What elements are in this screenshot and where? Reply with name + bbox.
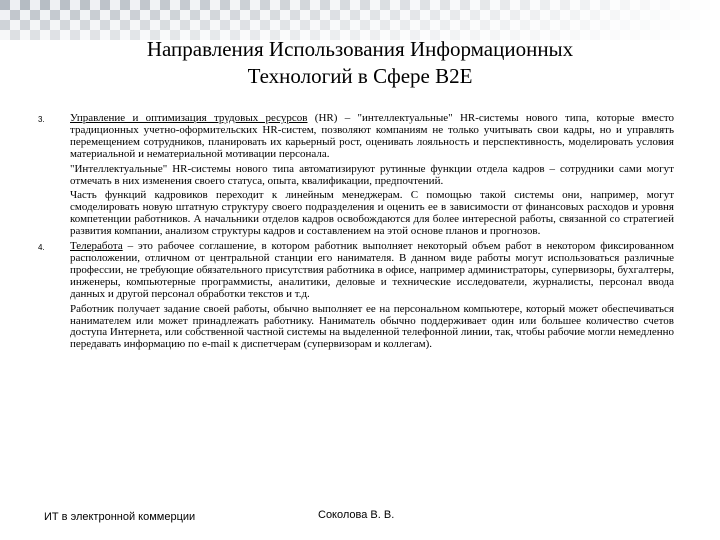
checker-square xyxy=(10,20,20,30)
checker-square xyxy=(330,0,340,10)
checker-square xyxy=(640,20,650,30)
paragraph-text: (HR) – "интеллектуальные" HR-системы нового типа, которые вместо традиционных учетно-оформительских HR-систем, позволяют компаниям не только учитывать свои кадры, но и управлять перемещением сотрудников, планировать их карьерный рост, оценивать лояльность и перспективность, моделировать условия материальной и нематериальной мотивации персонала. xyxy=(70,112,675,160)
checker-square xyxy=(430,20,440,30)
checker-square xyxy=(340,10,350,20)
checker-square xyxy=(410,0,420,10)
checker-square xyxy=(320,0,330,10)
checker-square xyxy=(690,30,700,40)
checker-square xyxy=(500,20,510,30)
checker-square xyxy=(470,10,480,20)
checker-square xyxy=(630,20,640,30)
checker-square xyxy=(210,0,220,10)
checker-square xyxy=(490,0,500,10)
checker-square xyxy=(470,20,480,30)
checker-square xyxy=(290,0,300,10)
checker-square xyxy=(580,0,590,10)
checker-square xyxy=(460,10,470,20)
checker-square xyxy=(650,10,660,20)
slide-title xyxy=(80,36,640,90)
checker-square xyxy=(500,0,510,10)
checker-square xyxy=(10,0,20,10)
checker-square xyxy=(440,20,450,30)
checker-square xyxy=(560,0,570,10)
checker-square xyxy=(190,20,200,30)
checker-square xyxy=(350,0,360,10)
checker-square xyxy=(110,0,120,10)
checker-square xyxy=(610,20,620,30)
checker-square xyxy=(0,30,10,40)
checker-square xyxy=(590,20,600,30)
checker-square xyxy=(460,20,470,30)
checker-square xyxy=(270,20,280,30)
checker-square xyxy=(140,20,150,30)
checker-square xyxy=(500,10,510,20)
checker-square xyxy=(600,0,610,10)
checker-square xyxy=(700,30,710,40)
checker-square xyxy=(270,10,280,20)
checker-square xyxy=(170,10,180,20)
checker-square xyxy=(170,0,180,10)
checker-square xyxy=(340,0,350,10)
checker-square xyxy=(310,10,320,20)
checker-square xyxy=(450,20,460,30)
checker-square xyxy=(240,20,250,30)
checker-square xyxy=(650,20,660,30)
checker-square xyxy=(180,20,190,30)
checker-square xyxy=(410,20,420,30)
checker-square xyxy=(120,0,130,10)
checker-square xyxy=(430,0,440,10)
checker-square xyxy=(20,20,30,30)
checker-square xyxy=(40,10,50,20)
checker-square xyxy=(640,10,650,20)
checker-square xyxy=(70,0,80,10)
checker-square xyxy=(90,20,100,30)
checker-square xyxy=(690,10,700,20)
checker-square xyxy=(570,10,580,20)
checker-square xyxy=(620,20,630,30)
checker-square xyxy=(160,10,170,20)
checker-square xyxy=(260,20,270,30)
checker-square xyxy=(270,0,280,10)
checker-square xyxy=(160,0,170,10)
checker-square xyxy=(380,0,390,10)
checker-square xyxy=(70,20,80,30)
checker-square xyxy=(670,10,680,20)
checker-square xyxy=(540,10,550,20)
checker-square xyxy=(280,0,290,10)
checker-square xyxy=(510,10,520,20)
checker-square xyxy=(100,0,110,10)
list-item-hr xyxy=(38,113,674,238)
checker-square xyxy=(650,0,660,10)
slide-content xyxy=(38,113,674,354)
checker-square xyxy=(490,20,500,30)
checker-square xyxy=(670,20,680,30)
checker-square xyxy=(60,10,70,20)
checker-square xyxy=(360,20,370,30)
paragraph xyxy=(70,113,674,161)
checker-square xyxy=(520,0,530,10)
checker-square xyxy=(50,10,60,20)
checker-square xyxy=(340,20,350,30)
footer-course-name: ИТ в электронной коммерции xyxy=(44,511,196,523)
checker-square xyxy=(10,30,20,40)
checker-square xyxy=(670,0,680,10)
checker-square xyxy=(520,20,530,30)
checker-square xyxy=(700,10,710,20)
checker-square xyxy=(660,10,670,20)
checker-square xyxy=(710,10,720,20)
checker-square xyxy=(390,0,400,10)
checker-square xyxy=(370,10,380,20)
checker-square xyxy=(620,10,630,20)
checker-square xyxy=(180,10,190,20)
checker-square xyxy=(20,0,30,10)
checker-square xyxy=(290,20,300,30)
checker-square xyxy=(450,0,460,10)
checker-square xyxy=(320,10,330,20)
checker-square xyxy=(30,0,40,10)
checker-square xyxy=(400,10,410,20)
checker-square xyxy=(70,30,80,40)
checker-square xyxy=(350,10,360,20)
checker-square xyxy=(140,10,150,20)
list-item-telework xyxy=(38,241,674,351)
checker-square xyxy=(40,0,50,10)
checker-square xyxy=(710,30,720,40)
checker-square xyxy=(660,0,670,10)
checker-square xyxy=(510,0,520,10)
checker-square xyxy=(590,10,600,20)
checker-square xyxy=(660,30,670,40)
checker-square xyxy=(90,0,100,10)
checker-square xyxy=(160,20,170,30)
checker-square xyxy=(110,20,120,30)
checker-square xyxy=(220,10,230,20)
checker-square xyxy=(190,10,200,20)
checker-square xyxy=(240,0,250,10)
checker-square xyxy=(360,0,370,10)
checker-square xyxy=(580,20,590,30)
checker-square xyxy=(100,10,110,20)
list-number: 4. xyxy=(38,243,45,253)
checker-square xyxy=(690,20,700,30)
footer-author: Соколова В. В. xyxy=(318,509,395,521)
checker-square xyxy=(640,0,650,10)
checker-square xyxy=(180,0,190,10)
checker-square xyxy=(620,0,630,10)
checker-square xyxy=(540,0,550,10)
paragraph-text: – это рабочее соглашение, в котором работник выполняет некоторый объем работ в некотором фиксированном расположении, отличном от центральной станции его нанимателя. В данном виде работы могут использоваться различные профессии, не требующие обязательного присутствия работника в офисе, например администраторы, супервизоры, бухгалтеры, инженеры, компьютерные программисты, аналитики, деловые и технические исследователи, журналисты, персонал ввода данных и другой персонал обработки текстов и т.д. xyxy=(70,240,674,300)
paragraph: Работник получает задание своей работы, обычно выполняет ее на персональном компьютере, который может обеспечиваться нанимателем или может принадлежать работнику. Наниматель обычно поддерживает один или большее количество счетов доступа Интернета, или собственной частной системы на выделенной телефонной линии, так, чтобы рабочие могли немедленно передавать информацию по e-mail к диспетчерам (супервизорам и коллегам). xyxy=(70,302,674,351)
checker-square xyxy=(150,10,160,20)
checker-square xyxy=(110,10,120,20)
checker-square xyxy=(550,0,560,10)
checker-square xyxy=(560,10,570,20)
checker-square xyxy=(140,0,150,10)
checker-square xyxy=(610,10,620,20)
checker-square xyxy=(320,20,330,30)
checker-square xyxy=(450,10,460,20)
checker-square xyxy=(460,0,470,10)
checker-square xyxy=(250,0,260,10)
checker-square xyxy=(230,20,240,30)
checker-square xyxy=(650,30,660,40)
checker-square xyxy=(520,10,530,20)
checker-square xyxy=(510,20,520,30)
checker-square xyxy=(530,20,540,30)
checker-square xyxy=(470,0,480,10)
checker-square xyxy=(440,10,450,20)
checker-square xyxy=(300,10,310,20)
checker-square xyxy=(0,20,10,30)
checker-square xyxy=(610,0,620,10)
checker-square xyxy=(290,10,300,20)
checker-square xyxy=(200,10,210,20)
checker-square xyxy=(690,0,700,10)
checker-square xyxy=(120,20,130,30)
checker-square xyxy=(210,20,220,30)
paragraph xyxy=(70,241,674,301)
checker-square xyxy=(350,20,360,30)
checker-square xyxy=(680,20,690,30)
checker-square xyxy=(300,0,310,10)
checker-square xyxy=(260,10,270,20)
checker-square xyxy=(300,20,310,30)
checker-square xyxy=(640,30,650,40)
checker-square xyxy=(700,0,710,10)
checker-square xyxy=(480,0,490,10)
checker-square xyxy=(380,20,390,30)
checker-square xyxy=(480,20,490,30)
checker-square xyxy=(220,0,230,10)
checker-square xyxy=(310,20,320,30)
checker-square xyxy=(90,10,100,20)
checker-square xyxy=(600,10,610,20)
checker-square xyxy=(170,20,180,30)
checker-square xyxy=(230,0,240,10)
checker-square xyxy=(200,20,210,30)
paragraph: "Интеллектуальные" HR-системы нового типа автоматизируют рутинные функции отдела кадров – сотрудники сами могут отмечать в них изменения своего статуса, опыта, квалификации, предпочтений. xyxy=(70,162,674,187)
checker-square xyxy=(80,0,90,10)
checker-square xyxy=(700,20,710,30)
checker-square xyxy=(710,0,720,10)
checker-square xyxy=(380,10,390,20)
checker-square xyxy=(420,10,430,20)
checker-square xyxy=(80,10,90,20)
checker-square xyxy=(0,0,10,10)
checker-square xyxy=(50,0,60,10)
checker-square xyxy=(680,10,690,20)
checker-square xyxy=(30,20,40,30)
checker-square xyxy=(400,20,410,30)
checker-square xyxy=(370,20,380,30)
checker-square xyxy=(280,10,290,20)
checker-square xyxy=(40,20,50,30)
checker-square xyxy=(20,10,30,20)
checker-square xyxy=(200,0,210,10)
checker-square xyxy=(580,10,590,20)
checker-square xyxy=(550,20,560,30)
checker-square xyxy=(570,20,580,30)
checker-square xyxy=(100,20,110,30)
checker-square xyxy=(660,20,670,30)
checker-square xyxy=(250,10,260,20)
checker-square xyxy=(600,20,610,30)
checker-square xyxy=(410,10,420,20)
checker-square xyxy=(360,10,370,20)
checker-square xyxy=(590,0,600,10)
checker-square xyxy=(400,0,410,10)
checker-square xyxy=(150,20,160,30)
checker-square xyxy=(430,10,440,20)
checker-square xyxy=(710,20,720,30)
checker-square xyxy=(50,20,60,30)
checker-square xyxy=(390,20,400,30)
checker-square xyxy=(210,10,220,20)
checker-square xyxy=(310,0,320,10)
checker-square xyxy=(260,0,270,10)
checker-square xyxy=(490,10,500,20)
checker-square xyxy=(130,20,140,30)
checker-square xyxy=(390,10,400,20)
checker-square xyxy=(10,10,20,20)
checker-square xyxy=(60,0,70,10)
checker-square xyxy=(680,30,690,40)
checker-square xyxy=(670,30,680,40)
checker-square xyxy=(220,20,230,30)
list-number: 3. xyxy=(38,115,45,124)
checker-square xyxy=(540,20,550,30)
checker-square xyxy=(120,10,130,20)
checker-square xyxy=(440,0,450,10)
checker-square xyxy=(630,0,640,10)
checker-square xyxy=(80,20,90,30)
checker-square xyxy=(530,10,540,20)
checker-square xyxy=(40,30,50,40)
term-underlined: Управление и оптимизация трудовых ресурсов xyxy=(70,112,308,124)
checker-square xyxy=(330,10,340,20)
checker-square xyxy=(560,20,570,30)
checker-square xyxy=(680,0,690,10)
checker-square xyxy=(150,0,160,10)
checker-square xyxy=(50,30,60,40)
checker-square xyxy=(420,20,430,30)
term-underlined: Телеработа xyxy=(70,240,123,253)
checker-square xyxy=(570,0,580,10)
checker-square xyxy=(130,0,140,10)
checker-square xyxy=(280,20,290,30)
decorative-checker-header xyxy=(0,0,720,40)
checker-square xyxy=(190,0,200,10)
checker-square xyxy=(20,30,30,40)
checker-square xyxy=(480,10,490,20)
checker-square xyxy=(530,0,540,10)
checker-square xyxy=(30,10,40,20)
checker-square xyxy=(370,0,380,10)
checker-square xyxy=(420,0,430,10)
checker-square xyxy=(630,10,640,20)
checker-square xyxy=(30,30,40,40)
paragraph: Часть функций кадровиков переходит к линейным менеджерам. С помощью такой системы они, например, могут смоделировать новую штатную структуру своего подразделения и оценить ее в зависимости от финансовых расходов и уровня компетенции работников. А начальники отделов кадров освобождаются для более интересной работы, связанной со стратегией развития компании, анализом структуры кадров и составлением на этой основе планов и прогнозов. xyxy=(70,189,674,238)
checker-square xyxy=(0,10,10,20)
checker-square xyxy=(250,20,260,30)
checker-square xyxy=(130,10,140,20)
title-line-1: Направления Использования Информационных xyxy=(146,37,574,61)
checker-square xyxy=(70,10,80,20)
checker-square xyxy=(330,20,340,30)
checker-square xyxy=(60,20,70,30)
checker-square xyxy=(550,10,560,20)
checker-square xyxy=(240,10,250,20)
checker-square xyxy=(60,30,70,40)
title-line-2: Технологий в Сфере B2E xyxy=(247,64,473,88)
checker-square xyxy=(230,10,240,20)
